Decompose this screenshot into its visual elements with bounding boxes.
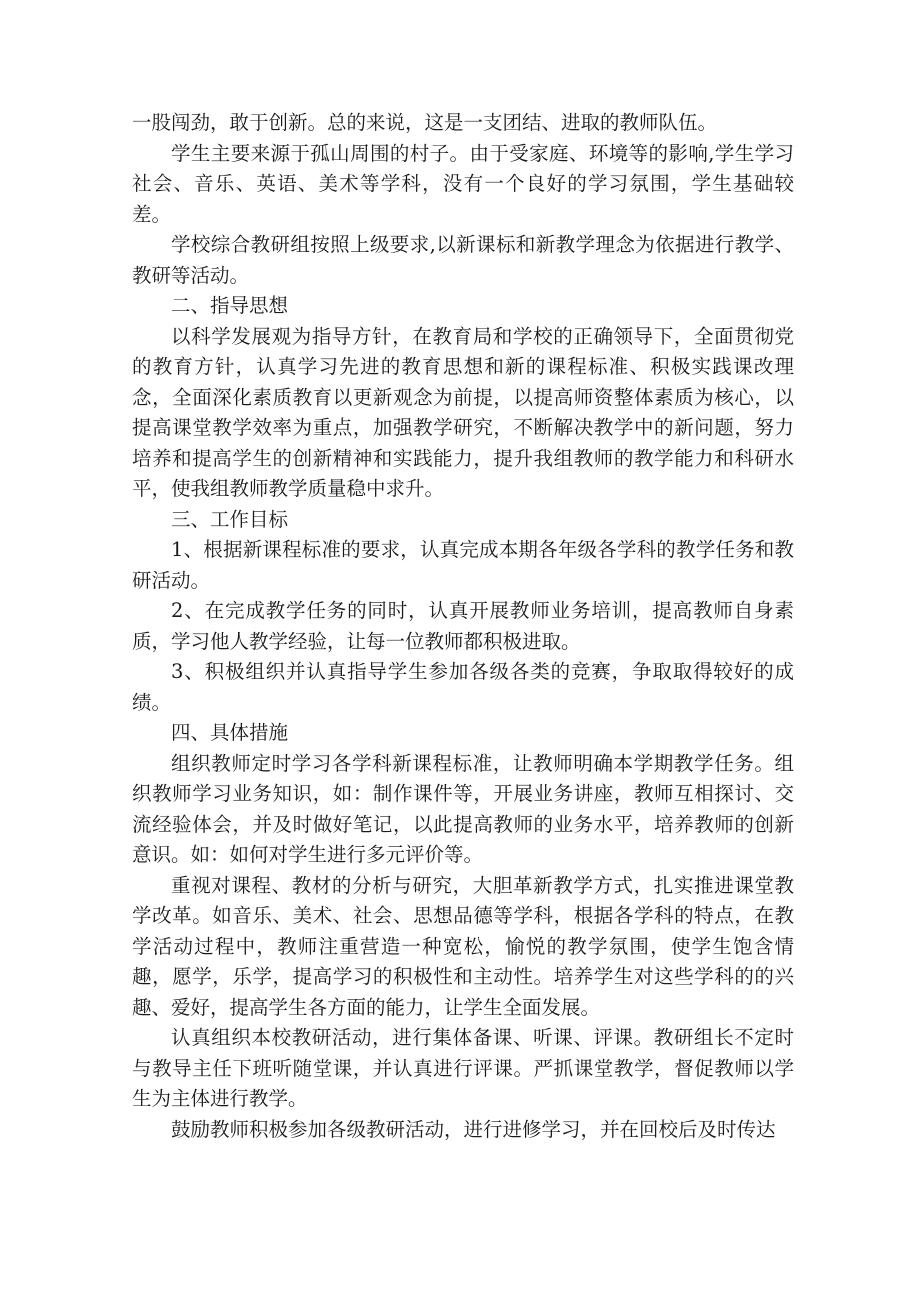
document-body — [132, 108, 794, 1145]
section-heading-measures: 四、具体措施 — [171, 721, 289, 744]
paragraph-goal-1: 1、根据新课程标准的要求，认真完成本期各年级各学科的教学任务和教研活动。 — [132, 538, 794, 592]
paragraph-students: 学生主要来源于孤山周围的村子。由于受家庭、环境等的影响,学生学习社会、音乐、英语、美术等学科，没有一个良好的学习氛围，学生基础较差。 — [132, 141, 794, 226]
paragraph-intro-continuation: 一股闯劲，敢于创新。总的来说，这是一支团结、进取的教师队伍。 — [132, 111, 718, 134]
paragraph-research-group: 学校综合教研组按照上级要求,以新课标和新教学理念为依据进行教学、教研等活动。 — [132, 233, 794, 287]
paragraph-goal-3: 3、积极组织并认真指导学生参加各级各类的竞赛，争取取得较好的成绩。 — [132, 660, 794, 714]
paragraph-measure-encourage-teachers: 鼓励教师积极参加各级教研活动，进行进修学习，并在回校后及时传达 — [171, 1117, 776, 1141]
section-heading-guiding-ideology: 二、指导思想 — [171, 294, 289, 317]
paragraph-measure-curriculum: 重视对课程、教材的分析与研究，大胆革新教学方式，扎实推进课堂教学改革。如音乐、美术、社会、思想品德等学科，根据各学科的特点，在教学活动过程中，教师注重营造一种宽松，愉悦的教学氛围，使学生饱含情趣，愿学，乐学，提高学习的积极性和主动性。培养学生对这些学科的的兴趣、爱好，提高学生各方面的能力，让学生全面发展。 — [132, 873, 794, 1019]
paragraph-guiding-ideology: 以科学发展观为指导方针，在教育局和学校的正确领导下，全面贯彻党的教育方针，认真学习先进的教育思想和新的课程标准、积极实践课改理念，全面深化素质教育以更新观念为前提，以提高师资整体素质为核心，以提高课堂教学效率为重点，加强教学研究，不断解决教学中的新问题，努力培养和提高学生的创新精神和实践能力，提升我组教师的教学能力和科研水平，使我组教师教学质量稳中求升。 — [132, 324, 794, 500]
section-heading-work-goals: 三、工作目标 — [171, 507, 289, 531]
paragraph-goal-2: 2、在完成教学任务的同时，认真开展教师业务培训，提高教师自身素质，学习他人教学经验，让每一位教师都积极进取。 — [132, 599, 794, 653]
paragraph-measure-research-activities: 认真组织本校教研活动，进行集体备课、听课、评课。教研组长不定时与教导主任下班听随堂课，并认真进行评课。严抓课堂教学，督促教师以学生为主体进行教学。 — [132, 1026, 794, 1110]
paragraph-measure-standards: 组织教师定时学习各学科新课程标准，让教师明确本学期教学任务。组织教师学习业务知识，如：制作课件等，开展业务讲座，教师互相探讨、交流经验体会，并及时做好笔记，以此提高教师的业务水平，培养教师的创新意识。如：如何对学生进行多元评价等。 — [132, 751, 794, 866]
